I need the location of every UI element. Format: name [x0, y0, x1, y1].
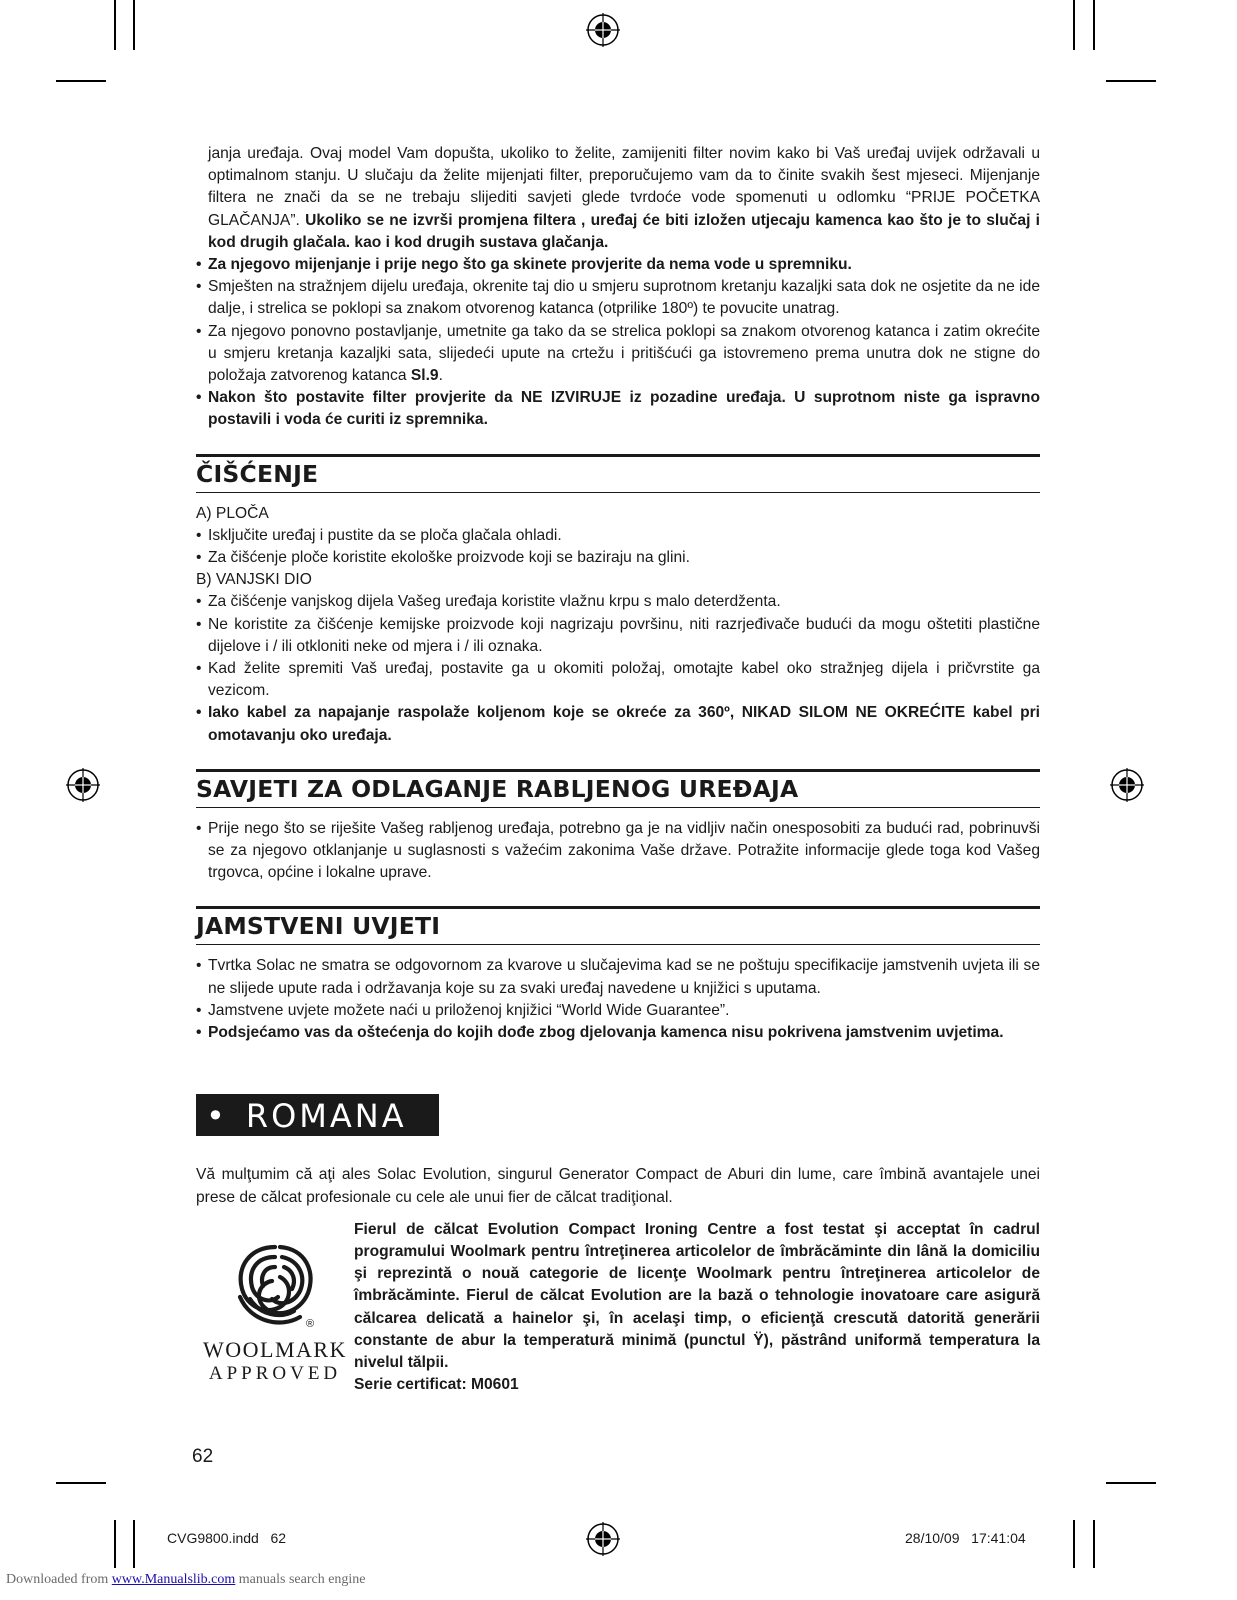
- registration-mark-icon: [66, 768, 100, 802]
- filter-item: • Za njegovo mijenjanje i prije nego što ga skinete provjerite da nema vode u spremniku.: [196, 254, 1040, 276]
- section-heading-disposal: SAVJETI ZA ODLAGANJE RABLJENOG UREĐAJA: [196, 769, 1040, 808]
- crop-mark: [133, 1520, 135, 1568]
- crop-mark: [1106, 80, 1156, 82]
- section-heading-cleaning: ČIŠĆENJE: [196, 454, 1040, 493]
- language-banner: • ROMANA: [196, 1094, 439, 1136]
- registration-mark-icon: [586, 13, 620, 47]
- registered-mark: ®: [306, 1317, 315, 1330]
- crop-mark: [1073, 1520, 1075, 1568]
- filter-item: • Nakon što postavite filter provjerite da NE IZVIRUJE iz pozadine uređaja. U suprotnom niste ga ispravno postavili i voda će curiti iz spremnika.: [196, 387, 1040, 431]
- crop-mark: [1093, 1520, 1095, 1568]
- woolmark-certificate: Serie certificat: M0601: [354, 1376, 519, 1394]
- crop-mark: [1106, 1482, 1156, 1484]
- warranty-item: • Jamstvene uvjete možete naći u priloženoj knjižici “World Wide Guarantee”.: [196, 1000, 1040, 1022]
- warranty-item: • Podsjećamo vas da oštećenja do kojih dođe zbog djelovanja kamenca nisu pokrivena jamstvenim uvjetima.: [196, 1022, 1040, 1044]
- cleaning-item: • Isključite uređaj i pustite da se ploča glačala ohladi.: [196, 525, 1040, 547]
- crop-mark: [133, 0, 135, 50]
- disposal-item: • Prije nego što se riješite Vašeg rabljenog uređaja, potrebno ga je na vidljiv način onesposobiti za budući rad, pobrinuvši se za njegovo otklanjanje u suglasnosti s važećim zakonima Vaše države. Potražite informacije glede toga kod Vašeg trgovca, općine i lokalne uprave.: [196, 818, 1040, 885]
- slug-date: 28/10/09 17:41:04: [905, 1530, 1026, 1546]
- crop-mark: [56, 1482, 106, 1484]
- subheading-plate: A) PLOČA: [196, 504, 269, 522]
- registration-mark-icon: [586, 1522, 620, 1556]
- crop-mark: [1093, 0, 1095, 50]
- filter-item: • Za njegovo ponovno postavljanje, umetnite ga tako da se strelica poklopi sa znakom otvorenog katanca i zatim okrećite u smjeru kretanja kazaljki sata, slijedeći upute na crtežu i pritišćući ga istovremeno prema unutra dok ne stigne do položaja zatvorenog katanca Sl.9.: [196, 321, 1040, 388]
- woolmark-wordmark: WOOLMARK: [203, 1336, 347, 1362]
- woolmark-text: Fierul de călcat Evolution Compact Ironing Centre a fost testat şi acceptat în cadrul programului Woolmark pentru întreţinerea articolelor de îmbrăcăminte din lână la domiciliu şi reprezintă o nouă categorie de licenţe Woolmark pentru întreţinerea articolelor de îmbrăcăminte. Fierul de călcat Evolution are la bază o tehnologie inovatoare care asigură călcarea delicată a hainelor şi, în acelaşi timp, o eficienţă crescută datorită generării constante de abur la temperatură minimă (punctul Ÿ), păstrând uniformă temperatura la nivelul tălpii.: [354, 1220, 1040, 1371]
- filter-item: • Smješten na stražnjem dijelu uređaja, okrenite taj dio u smjeru suprotnom kretanju kazaljki sata dok ne osjetite da ne ide dalje, i strelica se poklopi sa znakom otvorenog katanca (otprilike 180º) te povucite unatrag.: [196, 276, 1040, 320]
- crop-mark: [56, 80, 106, 82]
- warranty-item: • Tvrtka Solac ne smatra se odgovornom za kvarove u slučajevima kad se ne poštuju specifikacije jamstvenih uvjeta ili se ne slijede upute rada i održavanja koje su za svaki uređaj navedene u knjižici s uputama.: [196, 955, 1040, 999]
- registration-mark-icon: [1110, 768, 1144, 802]
- crop-mark: [114, 1520, 116, 1568]
- cleaning-item: • Iako kabel za napajanje raspolaže koljenom koje se okreće za 360º, NIKAD SILOM NE OKREĆITE kabel pri omotavanju oko uređaja.: [196, 702, 1040, 746]
- woolmark-text-block: [354, 1219, 1040, 1397]
- crop-mark: [114, 0, 116, 50]
- woolmark-block: [196, 1219, 1040, 1397]
- woolmark-icon: [220, 1237, 330, 1333]
- download-footer: Downloaded from www.Manualslib.com manuals search engine: [6, 1572, 366, 1587]
- cleaning-item: • Za čišćenje vanjskog dijela Vašeg uređaja koristite vlažnu krpu s malo deterdženta.: [196, 591, 1040, 613]
- slug-file: CVG9800.indd 62: [167, 1530, 287, 1546]
- filter-continuation: janja uređaja. Ovaj model Vam dopušta, ukoliko to želite, zamijeniti filter novim kako bi Vaš uređaj uvijek održavali u optimalnom stanju. U slučaju da želite mijenjati filter, preporučujemo vam da to činite svakih šest mjeseci. Mijenjanje filtera ne znači da se ne trebaju slijediti savjeti glede tvrdoće vode spomenuti u odlomku “PRIJE POČETKA GLAČANJA”. Ukoliko se ne izvrši promjena filtera , uređaj će biti izložen utjecaju kamenca kao što je to slučaj i kod drugih glačala. kao i kod drugih sustava glačanja.: [208, 145, 1041, 251]
- subheading-exterior: B) VANJSKI DIO: [196, 571, 312, 589]
- cleaning-item: • Kad želite spremiti Vaš uređaj, postavite ga u okomiti položaj, omotajte kabel oko stražnjeg dijela i pričvrstite ga vezicom.: [196, 658, 1040, 702]
- woolmark-approved: APPROVED: [208, 1362, 342, 1384]
- manualslib-link[interactable]: www.Manualslib.com: [111, 1572, 236, 1587]
- section-heading-warranty: JAMSTVENI UVJETI: [196, 906, 1040, 945]
- cleaning-item: • Za čišćenje ploče koristite ekološke proizvode koji se baziraju na glini.: [196, 547, 1040, 569]
- page-number: 62: [192, 1446, 214, 1467]
- crop-mark: [1073, 0, 1075, 50]
- woolmark-logo: [196, 1219, 354, 1397]
- cleaning-item: • Ne koristite za čišćenje kemijske proizvode koji nagrizaju površinu, niti razrjeđivače budući da mogu oštetiti plastične dijelove i / ili otkloniti neke od mjera i / ili oznaka.: [196, 614, 1040, 658]
- page-content: [196, 143, 1040, 1396]
- romana-intro: Vă mulţumim că aţi ales Solac Evolution, singurul Generator Compact de Aburi din lume, care îmbină avantajele unei prese de călcat profesionale cu cele ale unui fier de călcat tradiţional.: [196, 1166, 1040, 1206]
